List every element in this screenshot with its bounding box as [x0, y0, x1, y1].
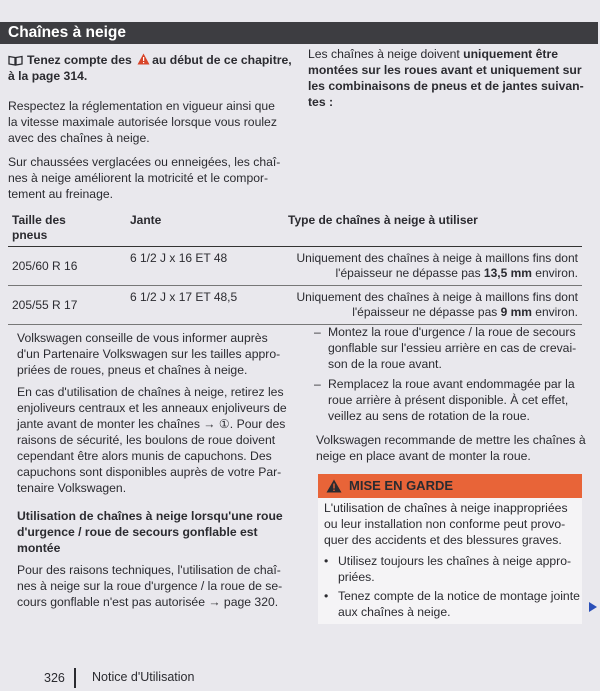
warning-triangle-icon — [326, 479, 342, 498]
text-line: d'urgence / roue de secours gonflable est — [17, 525, 258, 539]
text-line: les combinaisons de pneus et de jantes suivan- — [308, 79, 584, 93]
continued-arrow-icon — [589, 599, 597, 617]
page-number: 326 — [44, 671, 65, 685]
step-mount-emergency-wheel — [328, 324, 588, 372]
mounting-intro — [308, 46, 588, 110]
text-line: Montez la roue d'urgence / la roue de secours — [328, 325, 576, 339]
dash-marker: – — [314, 325, 321, 339]
text-line: Pour des raisons techniques, l'utilisation de chaî- — [17, 563, 281, 577]
warning-bullet — [338, 588, 582, 620]
text-line: priées de roues, pneus et chaînes à neige. — [17, 363, 248, 377]
recommendation-paragraph — [316, 432, 590, 464]
header-taille: Taille des pneus — [8, 210, 126, 247]
section-title: Chaînes à neige — [8, 24, 127, 41]
text-line: nes à neige améliorent la motricité et le compor- — [8, 171, 269, 185]
text-line: raisons de sécurité, les boulons de roue doivent — [17, 433, 276, 447]
text-line: capuchons sont disponibles auprès de votre Par- — [17, 465, 282, 479]
cell-taille: 205/60 R 16 — [8, 247, 126, 286]
text-line: la vitesse maximale autorisée lorsque vous roulez — [8, 115, 277, 129]
text-line: tes : — [308, 95, 334, 109]
text-line: quer des accidents et des blessures graves. — [324, 533, 562, 547]
text-line: cours gonflable n'est pas autorisée → page 320. — [17, 595, 279, 609]
header-type: Type de chaînes à neige à utiliser — [284, 210, 582, 247]
emergency-wheel-paragraph — [17, 562, 307, 610]
hubcap-paragraph — [17, 384, 307, 496]
regulation-paragraph — [8, 98, 308, 146]
text-line: neige en place avant de monter la roue. — [316, 449, 531, 463]
warning-triangle-icon — [137, 53, 150, 69]
traction-paragraph — [8, 154, 308, 202]
note-page-ref: à la page 314. — [8, 69, 88, 83]
text-line: montée — [17, 541, 61, 555]
text-line: • Tenez compte de la notice de montage jointe — [338, 589, 580, 603]
cell-jante: 6 1/2 J x 17 ET 48,5 — [126, 286, 284, 325]
warning-title: MISE EN GARDE — [349, 478, 454, 493]
cell-jante: 6 1/2 J x 16 ET 48 — [126, 247, 284, 286]
text-line: roue arrière à présent disponible. À cet effet, — [328, 393, 569, 407]
text-line: veillez au sens de rotation de la roue. — [328, 409, 530, 423]
note-text-post: au début de ce chapitre, — [152, 53, 292, 67]
text-line: Utilisation de chaînes à neige lorsqu'une roue — [17, 509, 283, 523]
step-replace-front-wheel — [328, 376, 588, 424]
table-row — [8, 247, 582, 286]
snow-chain-spec-table — [8, 210, 582, 325]
text-line: tenaire Volkswagen. — [17, 481, 127, 495]
text-line: cependant être alors munis de capuchons. Des — [17, 449, 272, 463]
cell-type: Uniquement des chaînes à neige à maillons fins dont l'épaisseur ne dépasse pas 9 mm environ. — [284, 286, 582, 325]
text-line: jante avant de monter les chaînes → ①. Pour des — [17, 417, 286, 431]
text-line: nes à neige sur la roue d'urgence / la roue de se- — [17, 579, 283, 593]
header-jante: Jante — [126, 210, 284, 247]
text-line: montées sur les roues avant et uniquement sur — [308, 63, 582, 77]
dash-marker: – — [314, 377, 321, 391]
warning-text — [324, 500, 580, 548]
text-line: tement au freinage. — [8, 187, 114, 201]
text-line: avec des chaînes à neige. — [8, 131, 150, 145]
text-emphasis: uniquement être — [463, 47, 558, 61]
text-line: son de la roue avant. — [328, 357, 442, 371]
text-line: Remplacez la roue avant endommagée par la — [328, 377, 575, 391]
text-line: ou leur installation non conforme peut provo- — [324, 517, 566, 531]
text-line: Volkswagen recommande de mettre les chaînes à — [316, 433, 586, 447]
footer-label: Notice d'Utilisation — [92, 670, 195, 684]
text-line: En cas d'utilisation de chaînes à neige, retirez les — [17, 385, 284, 399]
cell-taille: 205/55 R 17 — [8, 286, 126, 325]
table-row — [8, 286, 582, 325]
text-line: aux chaînes à neige. — [338, 605, 451, 619]
note-text-pre: Tenez compte des — [27, 53, 132, 67]
text-line: enjoliveurs centraux et les anneaux enjoliveurs de — [17, 401, 287, 415]
cell-type: Uniquement des chaînes à neige à maillons fins dont l'épaisseur ne dépasse pas 13,5 mm environ. — [284, 247, 582, 286]
warning-bullet — [338, 553, 582, 585]
emergency-wheel-heading — [17, 508, 307, 556]
text-line: d'un Partenaire Volkswagen sur les tailles appro- — [17, 347, 281, 361]
text-line: • Utilisez toujours les chaînes à neige appro- — [338, 554, 572, 568]
text-line: gonflable sur l'essieu arrière en cas de crevai- — [328, 341, 577, 355]
text-line: priées. — [338, 570, 375, 584]
text-line: Respectez la réglementation en vigueur ainsi que — [8, 99, 275, 113]
table-header-row — [8, 210, 582, 247]
text-line: Les chaînes à neige doivent — [308, 47, 460, 61]
text-line: Sur chaussées verglacées ou enneigées, les chaî- — [8, 155, 281, 169]
text-line: L'utilisation de chaînes à neige inappropriées — [324, 501, 568, 515]
text-line: Volkswagen conseille de vous informer auprès — [17, 331, 268, 345]
advice-paragraph — [17, 330, 307, 378]
footer-separator — [74, 668, 76, 688]
